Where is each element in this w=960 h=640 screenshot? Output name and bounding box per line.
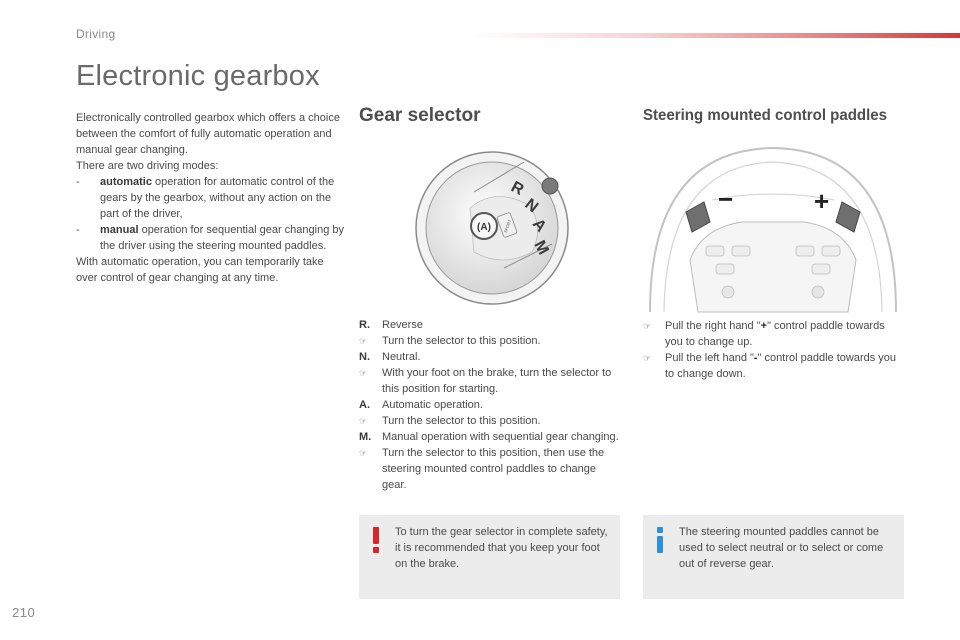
list-item xyxy=(359,333,621,349)
plus-symbol: + xyxy=(814,186,830,216)
gear-letter-a: A xyxy=(528,215,550,236)
item-text: Neutral. xyxy=(382,351,421,363)
info-text: The steering mounted paddles cannot be used to select neutral or to select or come out of reverse gear. xyxy=(679,526,884,570)
header-gradient-bar xyxy=(470,33,960,38)
bullet-arrow-icon: ☞ xyxy=(643,321,652,331)
item-text: Pull the right hand " xyxy=(665,320,761,332)
intro-paragraph: Electronically controlled gearbox which offers a choice between the comfort of fully automatic operation and manual gear changing. xyxy=(76,112,340,156)
list-item xyxy=(359,413,621,429)
item-text: Turn the selector to this position. xyxy=(382,335,541,347)
gear-selector-illustration xyxy=(412,148,580,306)
warning-notice xyxy=(359,515,620,599)
gear-letter-r: R xyxy=(508,178,527,199)
paddle-instructions-list xyxy=(643,318,905,382)
list-item xyxy=(359,397,621,413)
list-item xyxy=(359,445,621,493)
gear-letter-n: N xyxy=(521,195,542,217)
mode-description: operation for automatic control of the gears by the gearbox, without any action on the part of the driver, xyxy=(100,176,335,220)
mode-item-automatic xyxy=(76,174,344,222)
item-text: With your foot on the brake, turn the selector to this position for starting. xyxy=(382,367,612,395)
list-item xyxy=(643,350,905,382)
item-marker: M. xyxy=(359,431,372,443)
minus-symbol-text: - xyxy=(753,352,758,364)
item-marker: R. xyxy=(359,319,370,331)
minus-symbol: − xyxy=(718,184,734,214)
page-number: 210 xyxy=(12,605,36,620)
section-label: Driving xyxy=(76,27,116,41)
bullet-arrow-icon: ☞ xyxy=(359,448,368,458)
intro-modes-lead: There are two driving modes: xyxy=(76,160,219,172)
item-text: Pull the left hand " xyxy=(665,352,754,364)
info-icon xyxy=(653,524,667,554)
item-text: Turn the selector to this position, then use the steering mounted control paddles to change gear. xyxy=(382,447,605,491)
list-item xyxy=(359,429,621,445)
item-text: Automatic operation. xyxy=(382,399,483,411)
item-text: " control paddle towards you to change up. xyxy=(665,320,885,348)
right-paddle xyxy=(836,202,860,232)
item-text: Reverse xyxy=(382,319,423,331)
steering-wheel-illustration xyxy=(642,140,904,316)
gear-selector-title: Gear selector xyxy=(359,105,481,126)
bullet-arrow-icon: ☞ xyxy=(359,416,368,426)
list-item xyxy=(359,349,621,365)
list-dash: - xyxy=(76,176,80,188)
list-item xyxy=(359,317,621,333)
exclamation-icon xyxy=(369,524,383,554)
intro-text xyxy=(76,110,344,286)
sport-button-label: SPORT xyxy=(502,218,513,234)
plus-symbol-text: + xyxy=(760,320,768,332)
mode-item-manual xyxy=(76,222,344,254)
item-text: Turn the selector to this position. xyxy=(382,415,541,427)
item-text: Manual operation with sequential gear changing. xyxy=(382,431,619,443)
list-dash: - xyxy=(76,224,80,236)
bullet-arrow-icon: ☞ xyxy=(359,368,368,378)
item-marker: N. xyxy=(359,351,370,363)
mode-description: operation for sequential gear changing by the driver using the steering mounted paddles. xyxy=(100,224,344,252)
page-title: Electronic gearbox xyxy=(76,60,320,92)
gear-positions-list xyxy=(359,317,621,493)
list-item xyxy=(359,365,621,397)
bullet-arrow-icon: ☞ xyxy=(643,353,652,363)
mode-term: manual xyxy=(100,224,139,236)
intro-closing: With automatic operation, you can temporarily take over control of gear changing at any time. xyxy=(76,256,324,284)
item-marker: A. xyxy=(359,399,370,411)
warning-text: To turn the gear selector in complete safety, it is recommended that you keep your foot on the brake. xyxy=(395,526,608,570)
gear-letter-m: M xyxy=(530,237,552,258)
list-item xyxy=(643,318,905,350)
left-paddle xyxy=(686,202,710,232)
info-notice xyxy=(643,515,904,599)
auto-button-label: (A) xyxy=(477,222,491,233)
item-text: " control paddle towards you to change down. xyxy=(665,352,897,380)
mode-term: automatic xyxy=(100,176,152,188)
paddles-title: Steering mounted control paddles xyxy=(643,107,888,124)
selector-lock-button xyxy=(542,178,558,194)
bullet-arrow-icon: ☞ xyxy=(359,336,368,346)
